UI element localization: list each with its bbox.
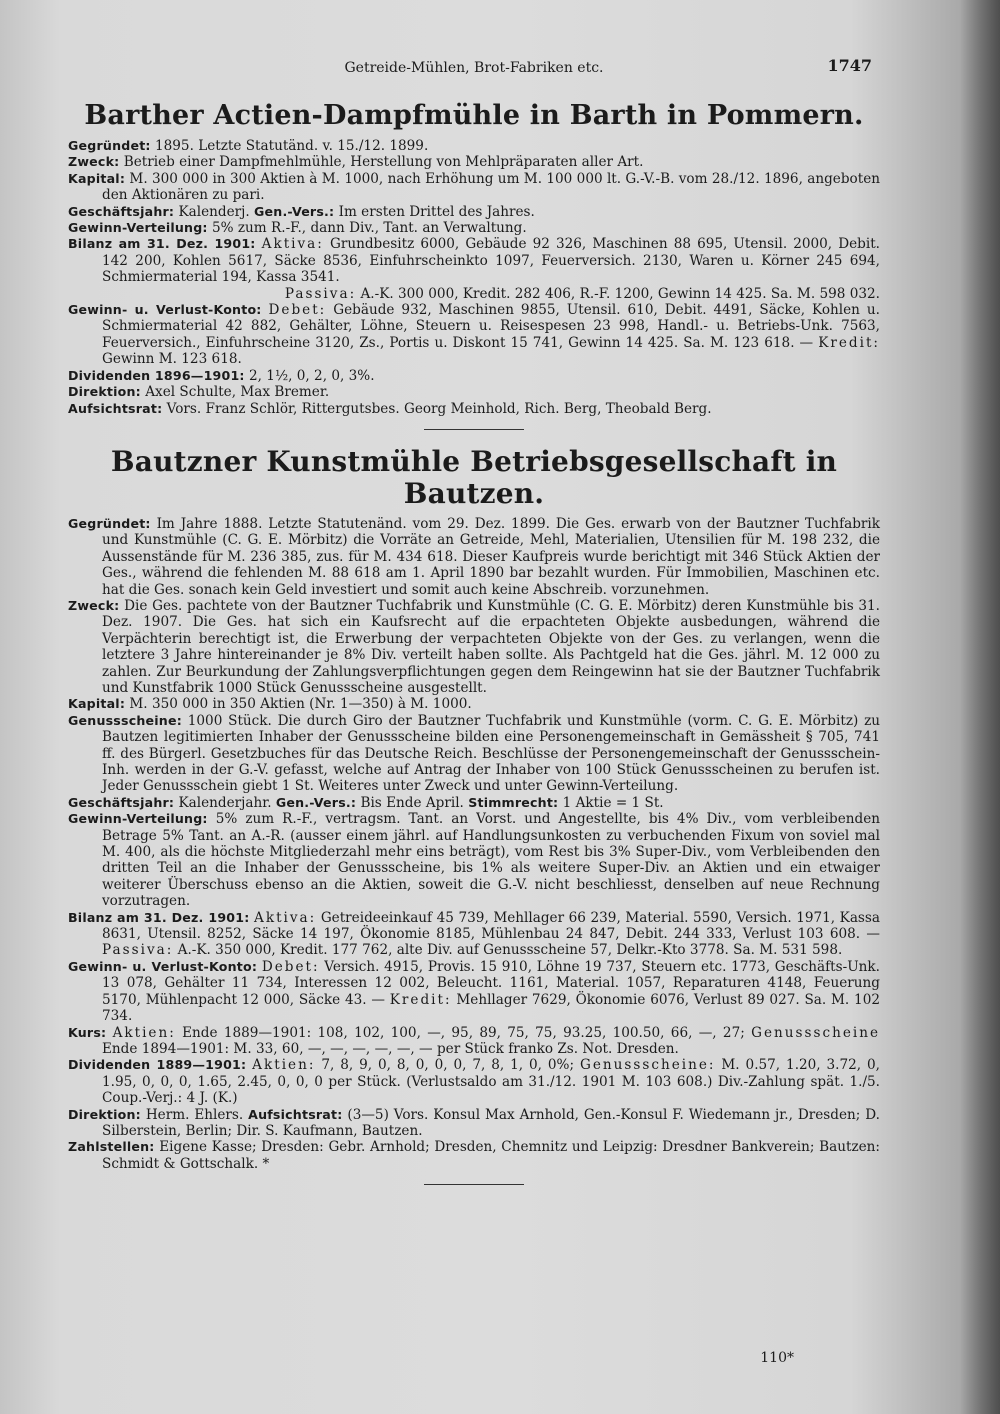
entry-label: Genussscheine: bbox=[68, 712, 182, 728]
document-page bbox=[68, 58, 880, 1185]
entry-text: Kalenderjahr. bbox=[178, 794, 272, 811]
entry-bilanz bbox=[68, 910, 880, 959]
entry-label: Dividenden 1889—1901: bbox=[68, 1057, 247, 1073]
entry-label: Gewinn-Verteilung: bbox=[68, 811, 208, 827]
entry-kurs bbox=[68, 1025, 880, 1058]
entry-text: Herm. Ehlers. bbox=[145, 1106, 244, 1123]
entry-label: Bilanz am 31. Dez. 1901: bbox=[68, 909, 250, 925]
entry-text: 1000 Stück. Die durch Giro der Bautzner Tuchfabrik und Kunstmühle (vorm. C. G. E. Mörbitz) zu Bautzen legitimierten Inhaber der Genussscheine bilden eine Personengemeinschaft in Gemässheit § 705, 741 ff. des Bürgerl. Gesetzbuches für das Deutsche Reich. Beschlüsse der Personengemeinschaft der Genussschein-Inh. werden in der G.-V. gefasst, welche auf Antrag der Inhaber von 100 Stück Genussscheinen zu berufen ist. Jeder Genussschein giebt 1 St. Weiteres unter Zweck und unter Gewinn-Verteilung. bbox=[102, 712, 881, 795]
entry-text: A.-K. 350 000, Kredit. 177 762, alte Div. auf Genussscheine 57, Delkr.-Kto 3778. Sa. M. 531 598. bbox=[177, 942, 843, 959]
section-divider bbox=[424, 429, 524, 430]
entry-text: A.-K. 300 000, Kredit. 282 406, R.-F. 1200, Gewinn 14 425. Sa. M. 598 032. bbox=[360, 285, 880, 302]
aktien-word: Aktien: bbox=[252, 1057, 316, 1074]
entry-zweck bbox=[68, 154, 880, 170]
page-shadow-edge bbox=[960, 0, 1000, 1414]
entry-label: Bilanz am 31. Dez. 1901: bbox=[68, 236, 256, 252]
entry-text: Eigene Kasse; Dresden: Gebr. Arnhold; Dresden, Chemnitz und Leipzig: Dresdner Bankverein; Bautzen: Schmidt & Gottschalk. * bbox=[102, 1139, 880, 1172]
entry-label: Gen.-Vers.: bbox=[254, 203, 335, 219]
entry-text: Axel Schulte, Max Bremer. bbox=[145, 384, 330, 401]
entry-label: Geschäftsjahr: bbox=[68, 794, 175, 810]
entry-text: Bis Ende April. bbox=[360, 794, 464, 811]
entry-text: Getreideeinkauf 45 739, Mehllager 66 239, Material. 5590, Versich. 1971, Kassa 8631, Utensil. 8252, Säcke 14 197, Ökonomie 8185, Mühlenbau 24 847, Debit. 244 333, Verlust 103 608. — bbox=[102, 909, 880, 943]
entry-text: Ende 1889—1901: 108, 102, 100, —, 95, 89, 75, 75, 93.25, 100.50, 66, —, 27; bbox=[182, 1024, 745, 1041]
entry-kapital bbox=[68, 171, 880, 204]
section-divider bbox=[424, 1184, 524, 1185]
entry-text: Ende 1894—1901: M. 33, 60, —, —, —, —, —, — per Stück franko Zs. Not. Dresden. bbox=[102, 1040, 679, 1057]
entry-label: Stimmrecht: bbox=[468, 794, 559, 810]
entry-text: 2, 1½, 0, 2, 0, 3%. bbox=[249, 367, 375, 384]
entry-text: 5% zum R.-F., dann Div., Tant. an Verwaltung. bbox=[212, 220, 527, 237]
aktiva-word: Aktiva: bbox=[254, 909, 317, 926]
aktien-word: Aktien: bbox=[112, 1024, 176, 1041]
entry-dividenden bbox=[68, 1057, 880, 1106]
entry-text: Gewinn M. 123 618. bbox=[102, 351, 242, 368]
entry-label: Aufsichtsrat: bbox=[248, 1106, 343, 1122]
entry-passiva bbox=[68, 286, 880, 302]
entry-label: Zahlstellen: bbox=[68, 1139, 155, 1155]
entry-zahlstellen bbox=[68, 1139, 880, 1172]
entry-geschaeftsjahr bbox=[68, 204, 880, 220]
entry-label: Gegründet: bbox=[68, 138, 151, 153]
debet-word: Debet: bbox=[261, 958, 320, 975]
entry-text: Vors. Franz Schlör, Rittergutsbes. Georg Meinhold, Rich. Berg, Theobald Berg. bbox=[166, 400, 712, 417]
entry-label: Zweck: bbox=[68, 597, 120, 613]
entry-text: Betrieb einer Dampfmehlmühle, Herstellung von Mehlpräparaten aller Art. bbox=[123, 154, 644, 171]
entry-text: Gebäude 932, Maschinen 9855, Utensil. 610, Debit. 4491, Säcke, Kohlen u. Schmiermaterial 42 882, Gehälter, Löhne, Steuern u. Reisespesen 23 998, Handl.- u. Betriebs-Unk. 7563, Feuerversich., Einfuhrscheine 3120, Zs., Portis u. Diskont 15 741, Gewinn 14 425. Sa. M. 123 618. — bbox=[102, 302, 880, 351]
entry-guv bbox=[68, 302, 880, 368]
entry-direktion bbox=[68, 384, 880, 400]
entry-gewinnverteilung bbox=[68, 220, 880, 236]
entry-text: Die Ges. pachtete von der Bautzner Tuchfabrik und Kunstmühle (C. G. E. Mörbitz) deren Kunstmühle bis 31. Dez. 1907. Die Ges. hat sich ein Kaufsrecht auf die erpachteten Objekte ausbedungen, während die Verpächterin berechtigt ist, die Erwerbung der verpachteten Objekte von der Ges. zu verlangen, wenn die letztere 3 Jahre hintereinander je 8% Div. verteilt haben sollte. Als Pachtgeld hat die Ges. jährl. M. 12 000 zu zahlen. Zur Beurkundung der Zahlungsverpflichtungen gegen dem Reingewinn hat sie der Bautzner Tuchfabrik und Kunstfabrik 1000 Stück Genussscheine ausgestellt. bbox=[102, 597, 880, 696]
entry-label: Kapital: bbox=[68, 696, 126, 712]
entry-label: Gewinn-Verteilung: bbox=[68, 220, 208, 236]
entry-text: 1895. Letzte Statutänd. v. 15./12. 1899. bbox=[154, 138, 429, 154]
entry-label: Dividenden 1896—1901: bbox=[68, 367, 245, 383]
genussscheine-word: Genussscheine: bbox=[579, 1057, 716, 1074]
entry-bilanz bbox=[68, 236, 880, 285]
entry-aufsichtsrat bbox=[68, 401, 880, 417]
entry-label: Gegründet: bbox=[68, 515, 151, 531]
entry-guv bbox=[68, 959, 880, 1025]
page-number: 1747 bbox=[827, 56, 872, 75]
entry-label: Direktion: bbox=[68, 1106, 141, 1122]
entry-gegruendet bbox=[68, 138, 880, 154]
entry-label: Kurs: bbox=[68, 1024, 107, 1040]
entry-text: Versich. 4915, Provis. 15 910, Löhne 19 737, Steuern etc. 1773, Geschäfts-Unk. 13 078, Gehälter 11 734, Interessen 12 002, Beleucht. 1161, Material. 1057, Reparaturen 4148, Feuerung 5170, Mühlenpacht 12 000, Säcke 43. — bbox=[102, 958, 880, 1008]
entry-label: Kapital: bbox=[68, 170, 126, 186]
entry-gegruendet bbox=[68, 516, 880, 598]
entry-text: M. 0.57, 1.20, 3.72, 0, 1.95, 0, 0, 0, 1.65, 2.45, 0, 0, 0 per Stück. (Verlustsaldo am 31./12. 1901 M. 103 608.) Div.-Zahlung spät. 1./5. Coup.-Verj.: 4 J. (K.) bbox=[102, 1057, 881, 1107]
entry-text: Im ersten Drittel des Jahres. bbox=[338, 203, 535, 220]
company-title-barth: Barther Actien-Dampfmühle in Barth in Pommern. bbox=[84, 100, 864, 131]
entry-text: 7, 8, 9, 0, 8, 0, 0, 0, 7, 8, 1, 0, 0%; bbox=[321, 1057, 575, 1074]
running-header bbox=[68, 58, 880, 82]
entry-label: Aufsichtsrat: bbox=[68, 400, 163, 416]
kredit-word: Kredit: bbox=[818, 334, 880, 351]
entry-gewinnverteilung bbox=[68, 811, 880, 909]
entry-text: M. 300 000 in 300 Aktien à M. 1000, nach Erhöhung um M. 100 000 lt. G.-V.-B. vom 28./12. 1896, angeboten den Aktionären zu pari. bbox=[102, 170, 880, 204]
entry-label: Direktion: bbox=[68, 384, 141, 400]
entry-label: Gewinn- u. Verlust-Konto: bbox=[68, 958, 258, 974]
entry-text: Kalenderj. bbox=[178, 203, 250, 220]
entry-kapital bbox=[68, 696, 880, 712]
kredit-word: Kredit: bbox=[389, 991, 452, 1008]
entry-genussscheine bbox=[68, 713, 880, 795]
entry-geschaeftsjahr bbox=[68, 795, 880, 811]
entry-text: Im Jahre 1888. Letzte Statutenänd. vom 29. Dez. 1899. Die Ges. erwarb von der Bautzner Tuchfabrik und Kunstmühle (C. G. E. Mörbitz) die Vorräte an Getreide, Mehl, Materialien, Utensilien für M. 198 232, die Aussenstände für M. 236 385, zus. für M. 434 618. Dieser Kaufpreis wurde berichtigt mit 346 Stück Aktien der Ges., während die fehlenden M. 88 618 am 1. April 1890 bar bezahlt wurden. Für Immobilien, Maschinen etc. hat die Ges. sonach kein Geld investiert und somit auch keine Abschreib. vorzunehmen. bbox=[102, 515, 880, 598]
entry-label: Gewinn- u. Verlust-Konto: bbox=[68, 302, 262, 318]
entry-label: Gen.-Vers.: bbox=[275, 794, 357, 810]
passiva-word: Passiva: bbox=[284, 285, 357, 302]
entry-text: M. 350 000 in 350 Aktien (Nr. 1—350) à M. 1000. bbox=[129, 696, 472, 713]
entry-direktion bbox=[68, 1107, 880, 1140]
entry-label: Geschäftsjahr: bbox=[68, 203, 175, 219]
entry-text: Grundbesitz 6000, Gebäude 92 326, Maschinen 88 695, Utensil. 2000, Debit. 142 200, Kohlen 5617, Säcke 8536, Einfuhrscheinkto 1097, Feuerversich. 2130, Waren u. Körner 245 694, Schmiermaterial 194, Kassa 3541. bbox=[102, 236, 880, 286]
passiva-word: Passiva: bbox=[102, 942, 174, 959]
genussscheine-word: Genussscheine bbox=[751, 1024, 881, 1041]
aktiva-word: Aktiva: bbox=[261, 236, 324, 253]
entry-label: Zweck: bbox=[68, 154, 120, 170]
entry-text: 5% zum R.-F., vertragsm. Tant. an Vorst. und Angestellte, bis 4% Div., vom verbleibenden Betrage 5% Tant. an A.-R. (ausser einem jährl. auf Handlungsunkosten zu verbuchenden Fixum von soviel mal M. 400, als die höchste Mitgliederzahl mehr eins beträgt), vom Rest bis 3% Super-Div., vom Verbleibenden den dritten Teil an die Inhaber der Genussscheine, bis 1% als weitere Super-Div. an Aktien und ein etwaiger weiterer Überschuss ebenso an die Aktien, soweit die G.-V. nicht beschliesst, denselben auf neue Rechnung vorzutragen. bbox=[102, 811, 880, 910]
signature-mark: 110* bbox=[760, 1350, 794, 1366]
company-title-bautzen: Bautzner Kunstmühle Betriebsgesellschaft in Bautzen. bbox=[110, 444, 838, 510]
entry-zweck bbox=[68, 598, 880, 696]
debet-word: Debet: bbox=[268, 302, 327, 319]
entry-text: (3—5) Vors. Konsul Max Arnhold, Gen.-Konsul F. Wiedemann jr., Dresden; D. Silberstein, Berlin; Dir. S. Kaufmann, Bautzen. bbox=[102, 1106, 880, 1139]
entry-dividenden bbox=[68, 368, 880, 384]
running-title: Getreide-Mühlen, Brot-Fabriken etc. bbox=[344, 60, 604, 76]
entry-text: Mehllager 7629, Ökonomie 6076, Verlust 89 027. Sa. M. 102 734. bbox=[102, 991, 880, 1025]
entry-text: 1 Aktie = 1 St. bbox=[562, 794, 664, 811]
